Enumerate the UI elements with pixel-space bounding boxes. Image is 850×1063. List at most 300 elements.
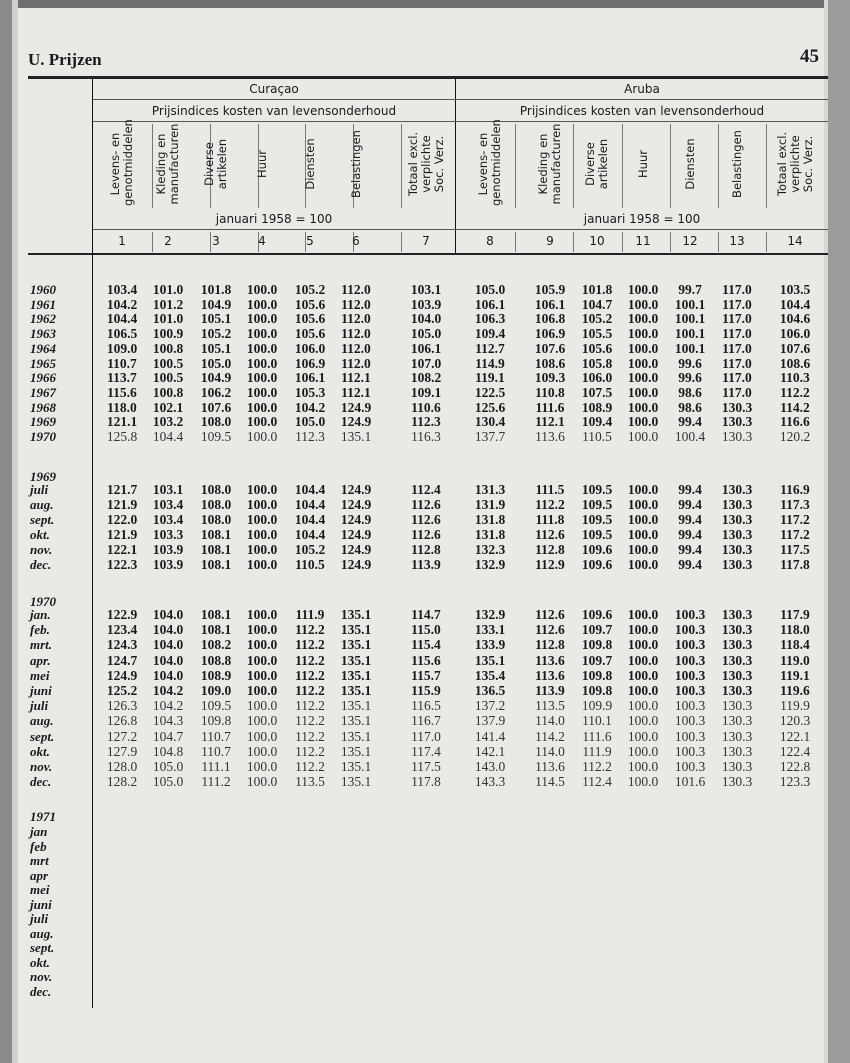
table-cell: 105.6: [581, 340, 613, 356]
column-divider: [718, 124, 719, 208]
table-cell: 100.0: [627, 355, 659, 371]
table-cell: 109.8: [581, 637, 613, 653]
section-year-label: 1970: [30, 594, 56, 609]
row-label: 1960: [30, 282, 56, 297]
table-cell: 124.9: [340, 557, 372, 572]
table-cell: 130.4: [474, 414, 506, 430]
table-cell: 133.9: [474, 637, 506, 653]
table-cell: 102.1: [152, 399, 184, 415]
table-cell: 100.0: [627, 311, 659, 327]
table-cell: 100.0: [627, 527, 659, 542]
column-header-line: Kleding en: [536, 133, 550, 195]
table-cell: 103.4: [152, 512, 184, 527]
table-cell: 108.0: [200, 482, 232, 497]
table-cell: 126.3: [106, 698, 138, 714]
table-cell: 100.0: [246, 482, 278, 497]
table-cell: 111.9: [295, 607, 325, 622]
table-cell: 130.3: [721, 482, 753, 497]
table-cell: 115.6: [107, 384, 137, 400]
table-cell: 130.3: [721, 414, 753, 430]
column-header-line: Belastingen: [348, 130, 363, 198]
table-cell: 127.9: [106, 743, 138, 759]
column-header: [108, 119, 135, 206]
row-label: mei: [30, 882, 50, 897]
column-number: 3: [212, 234, 220, 248]
table-cell: 135.1: [340, 728, 372, 744]
table-cell: 100.0: [627, 497, 659, 512]
table-cell: 130.3: [721, 774, 753, 790]
column-number-divider: [515, 232, 516, 252]
group-name-rule: [93, 99, 828, 100]
table-cell: 141.4: [474, 728, 506, 744]
table-cell: 130.3: [721, 557, 753, 572]
table-cell: 117.0: [722, 326, 752, 342]
table-cell: 130.3: [721, 607, 753, 622]
row-label: dec.: [30, 774, 52, 790]
table-cell: 100.0: [627, 743, 659, 759]
column-header: [584, 122, 610, 206]
table-cell: 108.0: [200, 414, 232, 430]
table-cell: 135.1: [340, 759, 372, 774]
column-header: [155, 122, 181, 206]
row-label: jan.: [30, 607, 51, 622]
table-cell: 100.0: [246, 399, 278, 415]
table-cell: 110.7: [107, 355, 137, 371]
table-cell: 109.9: [581, 698, 613, 714]
table-cell: 135.1: [340, 607, 372, 622]
table-cell: 100.5: [152, 355, 184, 371]
table-cell: 124.3: [106, 637, 138, 653]
row-label: okt.: [30, 743, 50, 759]
table-cell: 118.0: [107, 399, 137, 415]
table-cell: 100.0: [627, 622, 659, 638]
table-cell: 109.5: [581, 512, 613, 527]
table-cell: 99.4: [678, 414, 702, 430]
column-header-line: genotmiddelen: [121, 119, 135, 206]
table-cell: 100.0: [246, 683, 278, 698]
table-cell: 124.9: [106, 667, 138, 683]
table-cell: 104.4: [294, 527, 326, 542]
table-cell: 108.1: [200, 607, 232, 622]
column-header-line: Diensten: [302, 138, 317, 190]
group-aruba: Aruba: [624, 82, 660, 96]
table-cell: 109.4: [581, 414, 613, 430]
table-cell: 110.3: [780, 370, 810, 386]
table-cell: 124.9: [340, 497, 372, 512]
section-year-label: 1971: [30, 809, 56, 824]
table-cell: 105.1: [200, 311, 232, 327]
table-cell: 131.8: [474, 527, 506, 542]
table-cell: 108.6: [534, 355, 566, 371]
table-cell: 100.0: [627, 384, 659, 400]
table-cell: 108.6: [779, 355, 811, 371]
table-cell: 108.2: [410, 370, 442, 386]
table-cell: 103.2: [152, 414, 184, 430]
table-cell: 104.0: [152, 667, 184, 683]
table-cell: 135.1: [340, 622, 372, 638]
table-cell: 120.2: [779, 429, 811, 444]
table-cell: 117.0: [722, 370, 752, 386]
table-cell: 105.5: [581, 326, 613, 342]
table-cell: 104.4: [294, 512, 326, 527]
table-cell: 99.4: [678, 512, 702, 527]
table-cell: 124.7: [106, 652, 138, 668]
table-cell: 112.0: [341, 340, 371, 356]
table-cell: 111.2: [201, 774, 231, 790]
row-label: apr.: [30, 652, 51, 668]
table-cell: 104.4: [106, 311, 138, 327]
table-cell: 132.3: [474, 542, 506, 557]
table-cell: 103.3: [152, 527, 184, 542]
table-cell: 125.2: [106, 683, 138, 698]
table-cell: 135.4: [474, 667, 506, 683]
column-number: 12: [682, 234, 698, 248]
table-cell: 117.0: [722, 355, 752, 371]
table-cell: 100.0: [627, 607, 659, 622]
table-cell: 106.1: [410, 340, 442, 356]
column-number: 13: [729, 234, 745, 248]
table-cell: 103.1: [410, 282, 442, 297]
table-cell: 110.8: [535, 384, 565, 400]
table-cell: 119.1: [780, 667, 810, 683]
row-label: mrt.: [30, 637, 53, 653]
table-cell: 104.4: [294, 482, 326, 497]
table-cell: 112.2: [295, 713, 325, 729]
table-cell: 100.0: [627, 774, 659, 790]
table-cell: 112.3: [411, 414, 441, 430]
table-cell: 131.9: [474, 497, 506, 512]
table-cell: 106.3: [474, 311, 506, 327]
table-top-rule: [28, 76, 828, 79]
table-cell: 100.1: [674, 311, 706, 327]
table-cell: 109.6: [581, 607, 613, 622]
column-number: 8: [486, 234, 494, 248]
table-cell: 110.1: [582, 713, 612, 729]
table-cell: 119.1: [475, 370, 505, 386]
table-cell: 105.9: [534, 282, 566, 297]
column-number: 14: [787, 234, 803, 248]
table-cell: 100.3: [674, 713, 706, 729]
row-label: juni: [30, 683, 52, 698]
column-number-divider: [766, 232, 767, 252]
table-cell: 130.3: [721, 713, 753, 729]
table-cell: 118.0: [780, 622, 810, 638]
table-cell: 100.0: [627, 557, 659, 572]
table-cell: 108.0: [200, 497, 232, 512]
column-header-line: manufacturen: [167, 123, 181, 205]
table-cell: 100.3: [674, 728, 706, 744]
table-cell: 99.4: [678, 557, 702, 572]
table-cell: 101.2: [152, 296, 184, 312]
column-header-line: verplichte: [787, 135, 802, 193]
column-header: [256, 122, 269, 206]
table-cell: 100.3: [674, 759, 706, 774]
table-cell: 113.9: [411, 557, 441, 572]
table-cell: 106.5: [106, 326, 138, 342]
table-cell: 142.1: [474, 743, 506, 759]
table-cell: 119.6: [780, 683, 810, 698]
table-cell: 100.0: [246, 713, 278, 729]
column-header-line: Levens- en: [108, 132, 122, 196]
table-cell: 100.0: [246, 743, 278, 759]
column-number: 1: [118, 234, 126, 248]
table-cell: 112.9: [535, 557, 565, 572]
table-cell: 104.4: [152, 429, 184, 444]
column-header-line: Belastingen: [729, 130, 744, 198]
table-cell: 122.1: [106, 542, 138, 557]
table-cell: 117.0: [722, 282, 752, 297]
column-divider: [622, 124, 623, 208]
base-rule: [93, 229, 828, 230]
section-title: U. Prijzen: [28, 50, 102, 69]
table-cell: 109.0: [106, 340, 138, 356]
row-label: okt.: [30, 527, 50, 542]
table-cell: 130.3: [721, 399, 753, 415]
table-cell: 106.1: [534, 296, 566, 312]
table-cell: 100.0: [246, 512, 278, 527]
table-cell: 112.2: [295, 622, 325, 638]
row-label: nov.: [30, 759, 53, 774]
table-cell: 113.7: [107, 370, 137, 386]
table-cell: 121.9: [106, 497, 138, 512]
table-cell: 100.8: [152, 340, 184, 356]
table-cell: 109.3: [534, 370, 566, 386]
table-cell: 117.0: [722, 340, 752, 356]
table-cell: 104.8: [152, 743, 184, 759]
row-label: 1968: [30, 399, 56, 415]
table-cell: 104.0: [152, 637, 184, 653]
table-cell: 100.0: [627, 667, 659, 683]
table-cell: 109.6: [581, 557, 613, 572]
table-cell: 101.6: [674, 774, 706, 790]
table-cell: 100.0: [246, 370, 278, 386]
table-cell: 101.8: [200, 282, 232, 297]
column-number: 4: [258, 234, 266, 248]
column-number: 10: [589, 234, 605, 248]
column-header: [350, 122, 363, 206]
table-cell: 130.3: [721, 698, 753, 714]
column-header: [637, 122, 650, 206]
row-label: dec.: [30, 983, 52, 999]
table-cell: 111.9: [582, 743, 612, 759]
table-cell: 126.8: [106, 713, 138, 729]
table-cell: 114.5: [535, 774, 565, 790]
row-label: nov.: [30, 542, 53, 557]
table-cell: 112.0: [341, 355, 371, 371]
table-cell: 113.6: [535, 429, 565, 444]
column-number: 6: [352, 234, 360, 248]
table-cell: 117.2: [780, 527, 810, 542]
table-cell: 112.2: [780, 384, 810, 400]
table-cell: 108.9: [581, 399, 613, 415]
column-divider: [401, 124, 402, 208]
row-label: mrt: [30, 853, 49, 868]
table-cell: 115.9: [411, 683, 441, 698]
table-cell: 108.9: [200, 667, 232, 683]
table-cell: 100.3: [674, 652, 706, 668]
table-cell: 114.2: [780, 399, 810, 415]
table-cell: 100.0: [246, 637, 278, 653]
column-number-divider: [401, 232, 402, 252]
table-cell: 132.9: [474, 557, 506, 572]
table-cell: 104.2: [152, 683, 184, 698]
table-cell: 132.9: [474, 607, 506, 622]
table-cell: 130.3: [721, 743, 753, 759]
table-cell: 100.1: [674, 296, 706, 312]
table-cell: 130.3: [721, 637, 753, 653]
table-cell: 104.4: [779, 296, 811, 312]
table-cell: 131.3: [474, 482, 506, 497]
table-cell: 121.9: [106, 527, 138, 542]
table-cell: 135.1: [340, 637, 372, 653]
table-cell: 104.2: [106, 296, 138, 312]
table-cell: 108.8: [200, 652, 232, 668]
table-cell: 112.0: [341, 296, 371, 312]
table-cell: 109.7: [581, 652, 613, 668]
table-cell: 135.1: [340, 429, 372, 444]
row-label: 1962: [30, 311, 56, 327]
table-cell: 117.2: [780, 512, 810, 527]
table-cell: 113.5: [295, 774, 325, 790]
table-cell: 100.0: [627, 340, 659, 356]
table-cell: 108.1: [200, 622, 232, 638]
table-cell: 122.3: [106, 557, 138, 572]
group-curacao: Curaçao: [249, 82, 299, 96]
table-cell: 104.6: [779, 311, 811, 327]
row-label: 1961: [30, 296, 56, 312]
table-cell: 108.1: [200, 527, 232, 542]
table-cell: 112.2: [295, 652, 325, 668]
table-cell: 111.1: [201, 759, 231, 774]
column-header: [537, 122, 563, 206]
table-cell: 116.6: [780, 414, 810, 430]
table-cell: 117.8: [780, 557, 810, 572]
column-header-line: Kleding en: [154, 133, 168, 195]
table-cell: 137.2: [474, 698, 506, 714]
table-cell: 100.0: [246, 557, 278, 572]
table-cell: 109.5: [200, 698, 232, 714]
table-cell: 99.7: [678, 282, 702, 297]
table-cell: 100.0: [627, 414, 659, 430]
table-cell: 101.0: [152, 282, 184, 297]
table-cell: 109.8: [581, 667, 613, 683]
table-cell: 103.5: [779, 282, 811, 297]
table-cell: 112.8: [535, 637, 565, 653]
table-cell: 111.5: [535, 482, 565, 497]
table-cell: 100.0: [627, 399, 659, 415]
table-cell: 123.4: [106, 622, 138, 638]
table-cell: 106.8: [534, 311, 566, 327]
table-cell: 100.3: [674, 607, 706, 622]
table-cell: 112.3: [295, 429, 325, 444]
table-cell: 107.6: [779, 340, 811, 356]
row-label: 1965: [30, 355, 56, 371]
table-cell: 117.8: [411, 774, 441, 790]
table-cell: 130.3: [721, 683, 753, 698]
column-divider: [766, 124, 767, 208]
table-cell: 114.2: [535, 728, 565, 744]
table-cell: 105.2: [581, 311, 613, 327]
table-cell: 100.0: [246, 728, 278, 744]
column-header-line: Huur: [254, 150, 269, 178]
table-cell: 130.3: [721, 652, 753, 668]
table-cell: 130.3: [721, 512, 753, 527]
table-cell: 117.5: [411, 759, 441, 774]
table-cell: 112.8: [411, 542, 441, 557]
table-cell: 107.0: [410, 355, 442, 371]
column-header-line: Totaal excl.: [774, 131, 789, 197]
row-label: dec.: [30, 557, 52, 572]
column-divider: [573, 124, 574, 208]
table-cell: 108.1: [200, 557, 232, 572]
table-cell: 125.8: [106, 429, 138, 444]
table-cell: 143.0: [474, 759, 506, 774]
table-cell: 137.7: [474, 429, 506, 444]
table-cell: 105.6: [294, 326, 326, 342]
table-cell: 116.7: [411, 713, 441, 729]
row-label: 1970: [30, 429, 56, 444]
row-label: 1966: [30, 370, 56, 386]
table-cell: 105.6: [294, 311, 326, 327]
table-cell: 124.9: [340, 542, 372, 557]
table-cell: 117.9: [780, 607, 810, 622]
table-cell: 112.4: [411, 482, 441, 497]
row-label: aug.: [30, 713, 54, 729]
table-cell: 100.0: [246, 384, 278, 400]
table-cell: 130.3: [721, 759, 753, 774]
table-cell: 100.0: [246, 622, 278, 638]
table-cell: 100.0: [627, 326, 659, 342]
table-cell: 130.3: [721, 728, 753, 744]
column-header-line: Diverse: [202, 142, 216, 186]
row-label: feb.: [30, 622, 50, 638]
table-cell: 101.0: [152, 311, 184, 327]
table-cell: 104.0: [152, 622, 184, 638]
curacao-subtitle: Prijsindices kosten van levensonderhoud: [151, 104, 397, 118]
table-cell: 109.1: [410, 384, 442, 400]
table-cell: 109.5: [581, 527, 613, 542]
table-cell: 111.6: [582, 728, 612, 744]
column-header: [304, 122, 317, 206]
table-cell: 100.0: [246, 667, 278, 683]
table-cell: 106.9: [294, 355, 326, 371]
table-cell: 109.5: [581, 482, 613, 497]
column-divider: [670, 124, 671, 208]
table-cell: 100.3: [674, 622, 706, 638]
table-cell: 100.1: [674, 340, 706, 356]
table-cell: 100.0: [246, 652, 278, 668]
table-cell: 112.6: [535, 622, 565, 638]
table-cell: 131.8: [474, 512, 506, 527]
table-cell: 98.6: [678, 384, 702, 400]
table-cell: 137.9: [474, 713, 506, 729]
table-cell: 104.2: [152, 698, 184, 714]
table-cell: 112.1: [535, 414, 565, 430]
table-cell: 100.0: [246, 326, 278, 342]
scan-edge-top: [0, 0, 850, 8]
table-cell: 104.7: [152, 728, 184, 744]
table-cell: 130.3: [721, 527, 753, 542]
table-cell: 115.4: [411, 637, 441, 653]
table-cell: 103.4: [106, 282, 138, 297]
column-number: 2: [164, 234, 172, 248]
table-cell: 107.6: [534, 340, 566, 356]
table-cell: 108.0: [200, 512, 232, 527]
table-cell: 98.6: [678, 399, 702, 415]
row-label: 1969: [30, 414, 56, 430]
table-cell: 124.9: [340, 527, 372, 542]
row-label: juli: [30, 911, 49, 926]
